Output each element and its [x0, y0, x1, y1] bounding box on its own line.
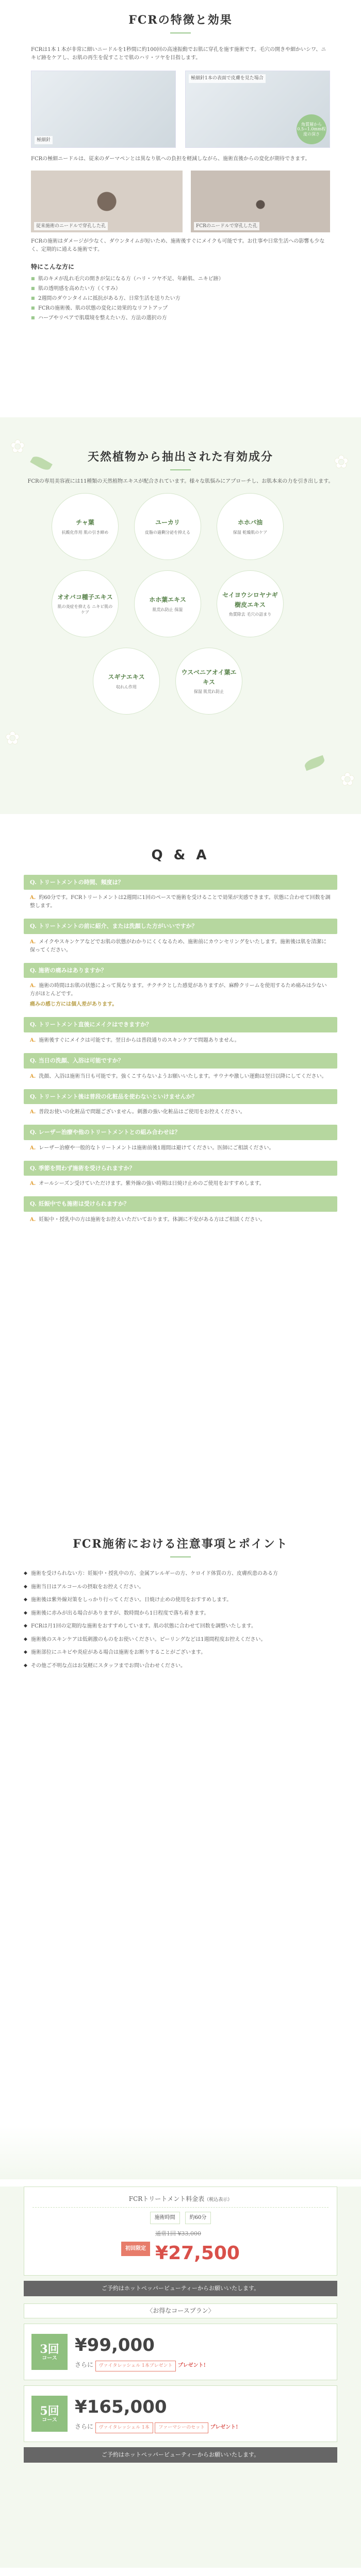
depth-badge: 角質層から0.5~1.0mm程度の深さ	[297, 114, 326, 144]
flower-icon: ✿	[5, 727, 20, 749]
point-title: 特にこんな方に	[31, 263, 75, 271]
caution-item: ◆ 施術当日はアルコールの摂取をお控えください。	[24, 1583, 337, 1591]
ingredients-section	[0, 417, 361, 814]
needle-caption: 極細針	[35, 136, 53, 144]
price-card-header: FCRトリートメント料金表（税込表示）	[32, 2194, 329, 2208]
course-gift: ヴァイタレッシェル 1本プレゼント	[95, 2361, 176, 2371]
question[interactable]: Q. 季節を問わず施術を受けられますか？	[24, 1161, 337, 1176]
course-title: 〈お得なコースプラン〉	[24, 2303, 337, 2318]
flower-icon: ✿	[340, 769, 355, 790]
answer: A. 普段お使いの化粧品で問題ございません。刺激の強い化粧品はご使用をお控えください。	[30, 1109, 245, 1115]
qa-item	[24, 963, 337, 1009]
caution-section	[0, 1515, 361, 2179]
price-section	[0, 2187, 361, 2568]
ingredient-circle: チャ葉 抗酸化作用 肌の引き締め	[52, 493, 119, 560]
micro-image-fcr	[191, 171, 330, 232]
ingredient-circle: スギナエキス 収れん作用	[93, 648, 160, 715]
qa-section	[0, 814, 361, 1515]
caution-item: ◆ 施術部位にニキビや炎症がある場合は施術をお断りすることがございます。	[24, 1649, 337, 1657]
price-table-cell: 施術時間	[150, 2212, 180, 2224]
course-present: プレゼント!	[210, 2425, 238, 2431]
features-para-2: FCRの極細ニードルは、従来のダーマペンとは異なり肌への負担を軽減しながら、施術直後からの変化が期待できます。	[31, 156, 310, 162]
needle-image	[31, 71, 176, 148]
caution-item: ◆ その他ご不明な点はお気軽にスタッフまでお問い合わせください。	[24, 1662, 337, 1670]
features-para-3: FCRの施術はダメージが少なく、ダウンタイムが短いため、施術後すぐにメイクも可能です。お仕事や日常生活への影響も少なく、定期的に通える施術です。	[31, 239, 325, 253]
ingredients-title: 天然植物から抽出された有効成分	[21, 417, 340, 474]
course-gift: ヴァイタレッシェル 1本	[95, 2422, 153, 2433]
course-count: 5回 コース	[31, 2396, 68, 2432]
set-title	[24, 2568, 337, 2576]
answer: A. 洗顔、入浴は施術当日も可能です。強くこすらないようお願いいたします。サウナや激しい運動は翌日以降にしてください。	[30, 1073, 327, 1079]
course-price: ¥99,000	[75, 2334, 155, 2355]
answer: A. 施術後すぐにメイクは可能です。翌日からは普段通りのスキンケアで問題ありません。	[30, 1037, 240, 1043]
qa-item	[24, 919, 337, 955]
answer: A. レーザー治療や一般的なトリートメントは施術前後1週間は避けてください。医師にご相談ください。	[30, 1145, 274, 1151]
question[interactable]: Q. トリートメントの前に紹介、または洗顔した方がいいですか？	[24, 919, 337, 934]
course-5	[24, 2385, 337, 2442]
ingredient-circle: ホホバ油 保湿 乾燥肌のケア	[217, 493, 284, 560]
point-item: ■ 2週間のダウンタイムに抵抗がある方、日常生活を送りたい方	[31, 295, 330, 303]
ingredients-intro: FCRの専用美容液には11種類の天然植物エキスが配合されています。様々な肌悩みにアプローチし、お肌本来の力を引き出します。	[27, 479, 334, 485]
course-3	[24, 2324, 337, 2380]
ingredient-circle: ウスベニアオイ葉エキス 保湿 肌荒れ防止	[175, 648, 242, 715]
question[interactable]: Q. 施術の痛みはありますか？	[24, 963, 337, 978]
qa-item	[24, 1161, 337, 1189]
price-table-cell: 約60分	[185, 2212, 211, 2224]
features-para-1: FCRは1本１本が非常に細いニードルを1秒間に約100回の高速振動でお肌に穿孔を施す施術です。毛穴の開きや細かいシワ、ニキビ跡をケアし、お肌の再生を促すことで肌のハリ・ツヤを目指します。	[31, 47, 326, 61]
question[interactable]: Q. トリートメント直後にメイクはできますか？	[24, 1017, 337, 1032]
answer: A. 約60分です。FCRトリートメントは2週間に1回のペースで施術を受けることで効果が実感できます。状態に合わせて回数を調整します。	[30, 895, 331, 909]
course-gift: ファーマシーのセット	[155, 2422, 208, 2433]
point-item: ■ FCRの施術後、肌の状態の変化に効果的なリフトアップ	[31, 304, 330, 313]
answer: A. オールシーズン受けていただけます。紫外線の強い時期は日焼け止めのご使用をおすすめします。	[30, 1181, 265, 1187]
caution-item: ◆ FCRは月1回の定期的な施術をおすすめしています。肌の状態に合わせて回数を調整いたします。	[24, 1622, 337, 1631]
question[interactable]: Q. 妊娠中でも施術は受けられますか？	[24, 1196, 337, 1212]
micro-image-conventional	[31, 171, 183, 232]
course-plus: さらに	[75, 2423, 94, 2431]
flower-icon: ✿	[334, 452, 349, 472]
question[interactable]: Q. トリートメントの時間、頻度は？	[24, 875, 337, 890]
caution-item: ◆ 施術後のスキンケアは低刺激のものをお使いください。ピーリングなどは1週間程度お控えください。	[24, 1636, 337, 1644]
question[interactable]: Q. トリートメント後は普段の化粧品を使わないといけませんか？	[24, 1089, 337, 1105]
question[interactable]: Q. 当日の洗顔、入浴は可能ですか？	[24, 1053, 337, 1069]
course-price: ¥165,000	[75, 2396, 167, 2417]
old-price: 通常1回 ¥33,000	[155, 2230, 201, 2238]
micro-images	[31, 171, 330, 232]
features-row-images	[31, 71, 330, 148]
set-section	[0, 2568, 361, 2576]
point-item: ■ 肌の透明感を高めたい方（くすみ）	[31, 285, 330, 293]
answer: A. 施術の時間はお肌の状態によって異なります。チクチクとした感覚がありますが、麻酔クリームを使用するため痛みは少ない方がほとんどです。 痛みの感じ方には個人差があります。	[24, 978, 337, 1009]
trial-price: ¥27,500	[155, 2242, 240, 2264]
price-card	[24, 2187, 337, 2276]
features-row-1	[31, 46, 330, 62]
answer: A. メイクやスキンケアなどでお肌の状態がわかりにくくなるため、施術前にカウンセリングをいたします。施術後は肌を清潔に保ってください。	[30, 939, 327, 953]
point-item: ■ ハーブやリペアで肌環境を整えたい方、方法の選択の方	[31, 314, 330, 323]
course-count: 3回 コース	[31, 2334, 68, 2370]
qa-item	[24, 1125, 337, 1153]
caution-item: ◆ 施術後は紫外線対策をしっかり行ってください。日焼け止めの使用をおすすめします。	[24, 1596, 337, 1604]
trial-label: 初回限定	[121, 2242, 150, 2256]
caution-list	[24, 1570, 337, 1670]
caution-title: FCR施術における注意事項とポイント	[24, 1515, 337, 1562]
course-plus: さらに	[75, 2361, 94, 2369]
features-section	[0, 0, 361, 417]
qa-item	[24, 875, 337, 911]
point-list	[31, 275, 330, 323]
skin-image	[185, 71, 330, 148]
micro-caption-1: 従来施術のニードルで穿孔した孔	[34, 222, 108, 230]
flower-icon: ✿	[10, 436, 25, 457]
answer: A. 妊娠中・授乳中の方は施術をお控えいただいております。体調に不安がある方はご相談ください。	[30, 1216, 266, 1223]
ingredient-circles	[21, 493, 340, 782]
trial-price-row	[32, 2229, 329, 2268]
question[interactable]: Q. レーザー治療や他のトリートメントとの組み合わせは？	[24, 1125, 337, 1140]
answer-highlight: 痛みの感じ方には個人差があります。	[30, 1002, 118, 1008]
skin-caption: 極細針1本の表面で皮膚を見た場合	[189, 74, 266, 82]
qa-title: Q & A	[151, 848, 210, 863]
qa-item	[24, 1196, 337, 1224]
qa-item	[24, 1053, 337, 1081]
ingredient-circle: オオバコ種子エキス 肌の炎症を抑える ニキビ肌のケア	[52, 570, 119, 637]
point-item: ■ 肌のキメが乱れ毛穴の開きが気になる方（ハリ・ツヤ不足、年齢肌、ニキビ跡）	[31, 275, 330, 283]
qa-item	[24, 1089, 337, 1117]
micro-caption-2: FCRのニードルで穿孔した孔	[194, 222, 259, 230]
caution-item: ◆ 施術後に赤みが出る場合がありますが、数時間から1日程度で落ち着きます。	[24, 1609, 337, 1618]
price-table	[32, 2212, 329, 2224]
ingredient-circle: ホホ葉エキス 肌荒れ防止 保湿	[134, 570, 201, 637]
reservation-note[interactable]: ご予約はホットペッパービューティーからお願いいたします。	[24, 2281, 337, 2296]
reservation-note[interactable]: ご予約はホットペッパービューティーからお願いいたします。	[24, 2447, 337, 2463]
course-present: プレゼント!	[177, 2363, 206, 2369]
ingredient-circle: セイヨウシロヤナギ樹皮エキス 角質除去 毛穴の詰まり	[217, 570, 284, 637]
qa-item	[24, 1017, 337, 1045]
features-title: FCRの特徴と効果	[31, 0, 330, 38]
ingredient-circle: ユーカリ 皮脂の過剰分泌を抑える	[134, 493, 201, 560]
caution-item: ◆ 施術を受けられない方：妊娠中・授乳中の方、金属アレルギーの方、ケロイド体質の方、皮膚疾患のある方	[24, 1570, 337, 1578]
